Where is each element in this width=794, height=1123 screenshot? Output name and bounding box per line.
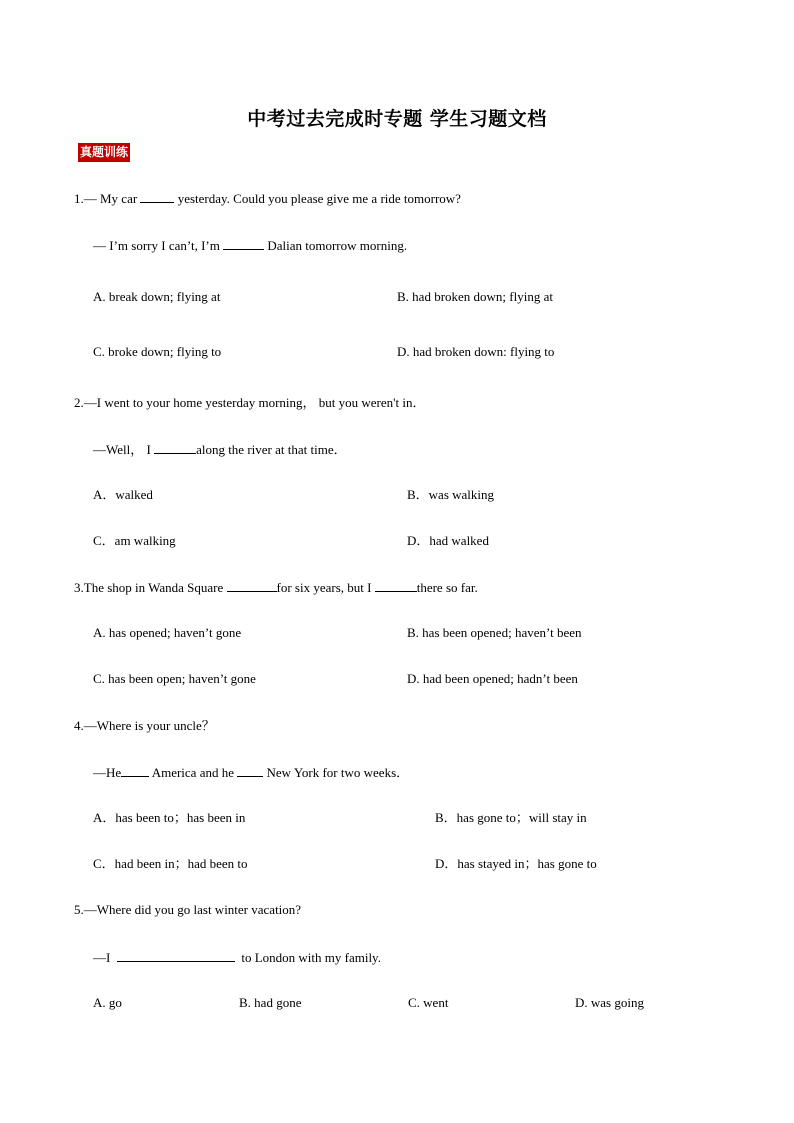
q4-option-c: C．had been in；had been to [93, 856, 248, 871]
q2-stem: 2.—I went to your home yesterday morning， but you weren't in． [74, 395, 426, 410]
q2-reply-part1: —Well， I [93, 442, 155, 457]
q5-option-c: C. went [408, 995, 449, 1010]
q1-stem-part1: 1.— My car [74, 191, 141, 206]
q1-stem-part2: yesterday. Could you please give me a ride tomorrow? [174, 191, 461, 206]
q5-reply-part2: to London with my family. [238, 950, 381, 965]
q5-option-b: B. had gone [239, 995, 302, 1010]
q4-reply-part2: America and he [149, 765, 238, 780]
q2-reply [93, 441, 347, 458]
q3-stem-part1: 3.The shop in Wanda Square [74, 580, 227, 595]
q4-reply-part1: —He [93, 765, 122, 780]
q5-option-a: A. go [93, 995, 122, 1010]
q4-blank-1 [121, 764, 149, 777]
q1-option-a: A. break down; flying at [93, 289, 221, 304]
q2-option-a: A．walked [93, 487, 153, 502]
section-badge: 真题训练 [78, 143, 130, 162]
q5-blank [117, 949, 235, 962]
q3-option-c: C. has been open; haven’t gone [93, 671, 256, 686]
q1-reply [93, 237, 407, 254]
q4-reply-part3: New York for two weeks． [263, 765, 410, 780]
q4-option-b: B．has gone to；will stay in [435, 810, 587, 825]
q3-blank-2 [375, 579, 417, 592]
q4-reply [93, 764, 409, 781]
q1-reply-part2: Dalian tomorrow morning. [264, 238, 408, 253]
q1-stem [74, 190, 461, 207]
q4-blank-2 [237, 764, 263, 777]
q3-stem-part3: there so far. [416, 580, 478, 595]
q1-option-c: C. broke down; flying to [93, 344, 222, 359]
q1-option-b: B. had broken down; flying at [397, 289, 553, 304]
q1-reply-part1: — I’m sorry I can’t, I’m [93, 238, 224, 253]
q3-option-b: B. has been opened; haven’t been [407, 625, 582, 640]
q4-option-a: A．has been to；has been in [93, 810, 246, 825]
q5-reply-part1: —I [93, 950, 114, 965]
q2-reply-part2: along the river at that time． [196, 442, 347, 457]
document-title: 中考过去完成时专题 学生习题文档 [247, 108, 547, 130]
q4-stem: 4.—Where is your uncle？ [74, 718, 215, 733]
q5-option-d: D. was going [575, 995, 644, 1010]
q1-blank-2 [223, 237, 264, 250]
q2-blank [154, 441, 196, 454]
q5-reply [93, 949, 381, 966]
q5-stem: 5.—Where did you go last winter vacation? [74, 902, 302, 917]
q1-blank-1 [140, 190, 174, 203]
q2-option-d: D．had walked [407, 533, 489, 548]
q4-option-d: D．has stayed in；has gone to [435, 856, 597, 871]
q2-option-c: C．am walking [93, 533, 176, 548]
q3-option-d: D. had been opened; hadn’t been [407, 671, 578, 686]
q1-option-d: D. had broken down: flying to [397, 344, 555, 359]
q3-blank-1 [227, 579, 277, 592]
q3-option-a: A. has opened; haven’t gone [93, 625, 242, 640]
q3-stem [74, 579, 478, 596]
q2-option-b: B．was walking [407, 487, 495, 502]
q3-stem-part2: for six years, but I [276, 580, 375, 595]
